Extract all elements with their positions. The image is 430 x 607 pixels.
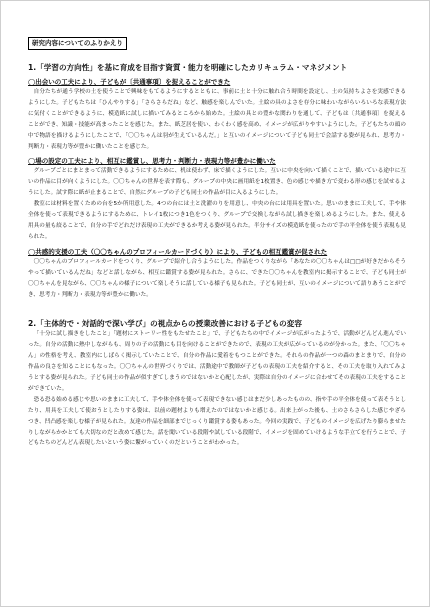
paragraph-1-1-1: 自分たちが通う学校の土を使うことで興味をもてるようにするとともに、事前に土と十分に触れ合う時間を設定し、土の気持ちよさを実感できるようにした。子どもたちは「ひんやりする」「さらさらだね」など、触感を楽しんでいた。土絵の具のよさを存分に味わいながらいろいろな表現方法に気付くことができるように、模造紙に試しに描いてみるところから始めた。土絵の具との豊かな関わりを通して、子どもは〔共通事項〕を捉えることができ、知識・技能が高まったことを感じた。また、紙芝居を使い、わくわく感を高め、イメージが広がりやすいようにした。子どもたちの頭の中で物語を描けるようにしたことで、「〇〇ちゃんは羽が生えているんだ。」と互いのイメージについて子ども同士で会話する姿が見られ、思考力・判断力・表現力等が豊かに働いたことを感じた。	[28, 89, 406, 150]
paragraph-1-2-1: グループごとにまとまって活動できるようにするために、机は使わず、床で描くようにした。互いに中央を向いて描くことで、描いている途中に互いの作品に目が向くようにした。〇〇ちゃんの世界を表す際も、グループの中央に画用紙を1枚置き、色の感じや描き方で変わる形の感じを試せるようにした。試す際に紙が止まることで、自然にグループの子ども同士の作品が目に入るようにした。	[28, 168, 406, 197]
paragraph-1-2-2: 教室には材料を置くための台を5か所用意した。4つの台には土と洗濯のりを用意し、中央の台には用具を置いた。思いのままに工夫して、手や体全体を使って表現できるようにするために、トレイ1枚につき1色をつくり、グループで交換しながら試し描きを楽しめるようにした。また、使える用具の量も絞ることで、自分の手でどれだけ表現の工夫ができるか考える姿が見られた。半分サイズの模造紙を使ったので手の平全体を使う表現も見られた。	[28, 201, 406, 240]
document-title: 研究内容についてのふりかえり	[28, 37, 127, 50]
subsection-1-3-heading: ◯共感的支援の工夫（〇〇ちゃんのプロフィールカードづくり）により、子どもの相互鑑賞が促された	[28, 247, 328, 256]
section-2-heading: 2.「主体的で・対話的で深い学び」の視点からの授業改善における子どもの変容	[28, 319, 302, 329]
paragraph-1-3-1: 〇〇ちゃんのプロフィールカードをつくり、グループで紹介し合うようにした。作品をつくりながら「あなたの〇〇ちゃんは□□が好きだからそうやって描いているんだね」などと話しながら、相互に鑑賞する姿が見られた。さらに、できた〇〇ちゃんを教室内に掲示することで、子ども同士が〇〇ちゃんを見ながら、〇〇ちゃんの様子について楽しそうに話している様子も見られた。子ども同士が、互いのイメージについて語りあうことができ、思考力・判断力・表現力等が豊かに働いた。	[28, 258, 406, 298]
subsection-1-2-heading: ◯場の設定の工夫により、相互に鑑賞し、思考力・判断力・表現力等が豊かに働いた	[28, 157, 276, 166]
paragraph-2-2: 恐る恐る始める感じや思いのままに工夫して、手や体全体を使って表現できない感じはまだ少しあったものの、指や手の平全体を使って表そうとしたり、用具を工夫して使おうとしたりする姿は、以前の題材よりも増えたのではないかと感じる。出来上がった後も、土のさらさらした感じやざらつき、凹凸感を楽しむ様子が見られた。友達の作品を細部までじっくり鑑賞する姿もあった。今回の実践で、子どものイメージを広げたり膨らませたりしながらかかとても大切なのだと改めて感じた。話を聞いている段階や試している段階で、イメージを固めていけるような手立てを行うことで、子どもたちのどんどん表現したいという姿に繋がっていくのだということがわかった。	[28, 396, 406, 447]
subsection-1-1-heading: ◯出会いの工夫により、子どもが〔共通事項〕を捉えることができた	[28, 78, 231, 86]
document-content	[28, 30, 406, 449]
section-1-heading: 1.「学習の方向性」を基に育成を目指す資質・能力を明確にしたカリキュラム・マネジメント	[28, 63, 348, 72]
paragraph-2-1: 「十分に試し描きをしたこと」「題材にストーリー性をもたせたこと」で、子どもたちの中でイメージが広がったようで、活動がどんどん進んでいった。自分の活動に熱中しながらも、周りの子の活動にも目を向けることができたので、表現の工夫が広がっているのが分かった。また、「〇〇ちゃん」の性格を考え、教室内にしばらく掲示していたことで、自分の作品に愛着をもつことができた。それらの作品が一つの森のまとまりで、自分の作品の良さを知ることにもなった。〇〇ちゃんの世界づくりでは、活動途中で教師が子どもの表現の工夫を紹介すると、その工夫を取り入れてみようとする姿が見られた。子ども同士の作品が似すぎてしまうのではないかと心配したが、実際は自分のイメージに合わせてその表現の工夫をすることができていた。	[28, 331, 406, 392]
